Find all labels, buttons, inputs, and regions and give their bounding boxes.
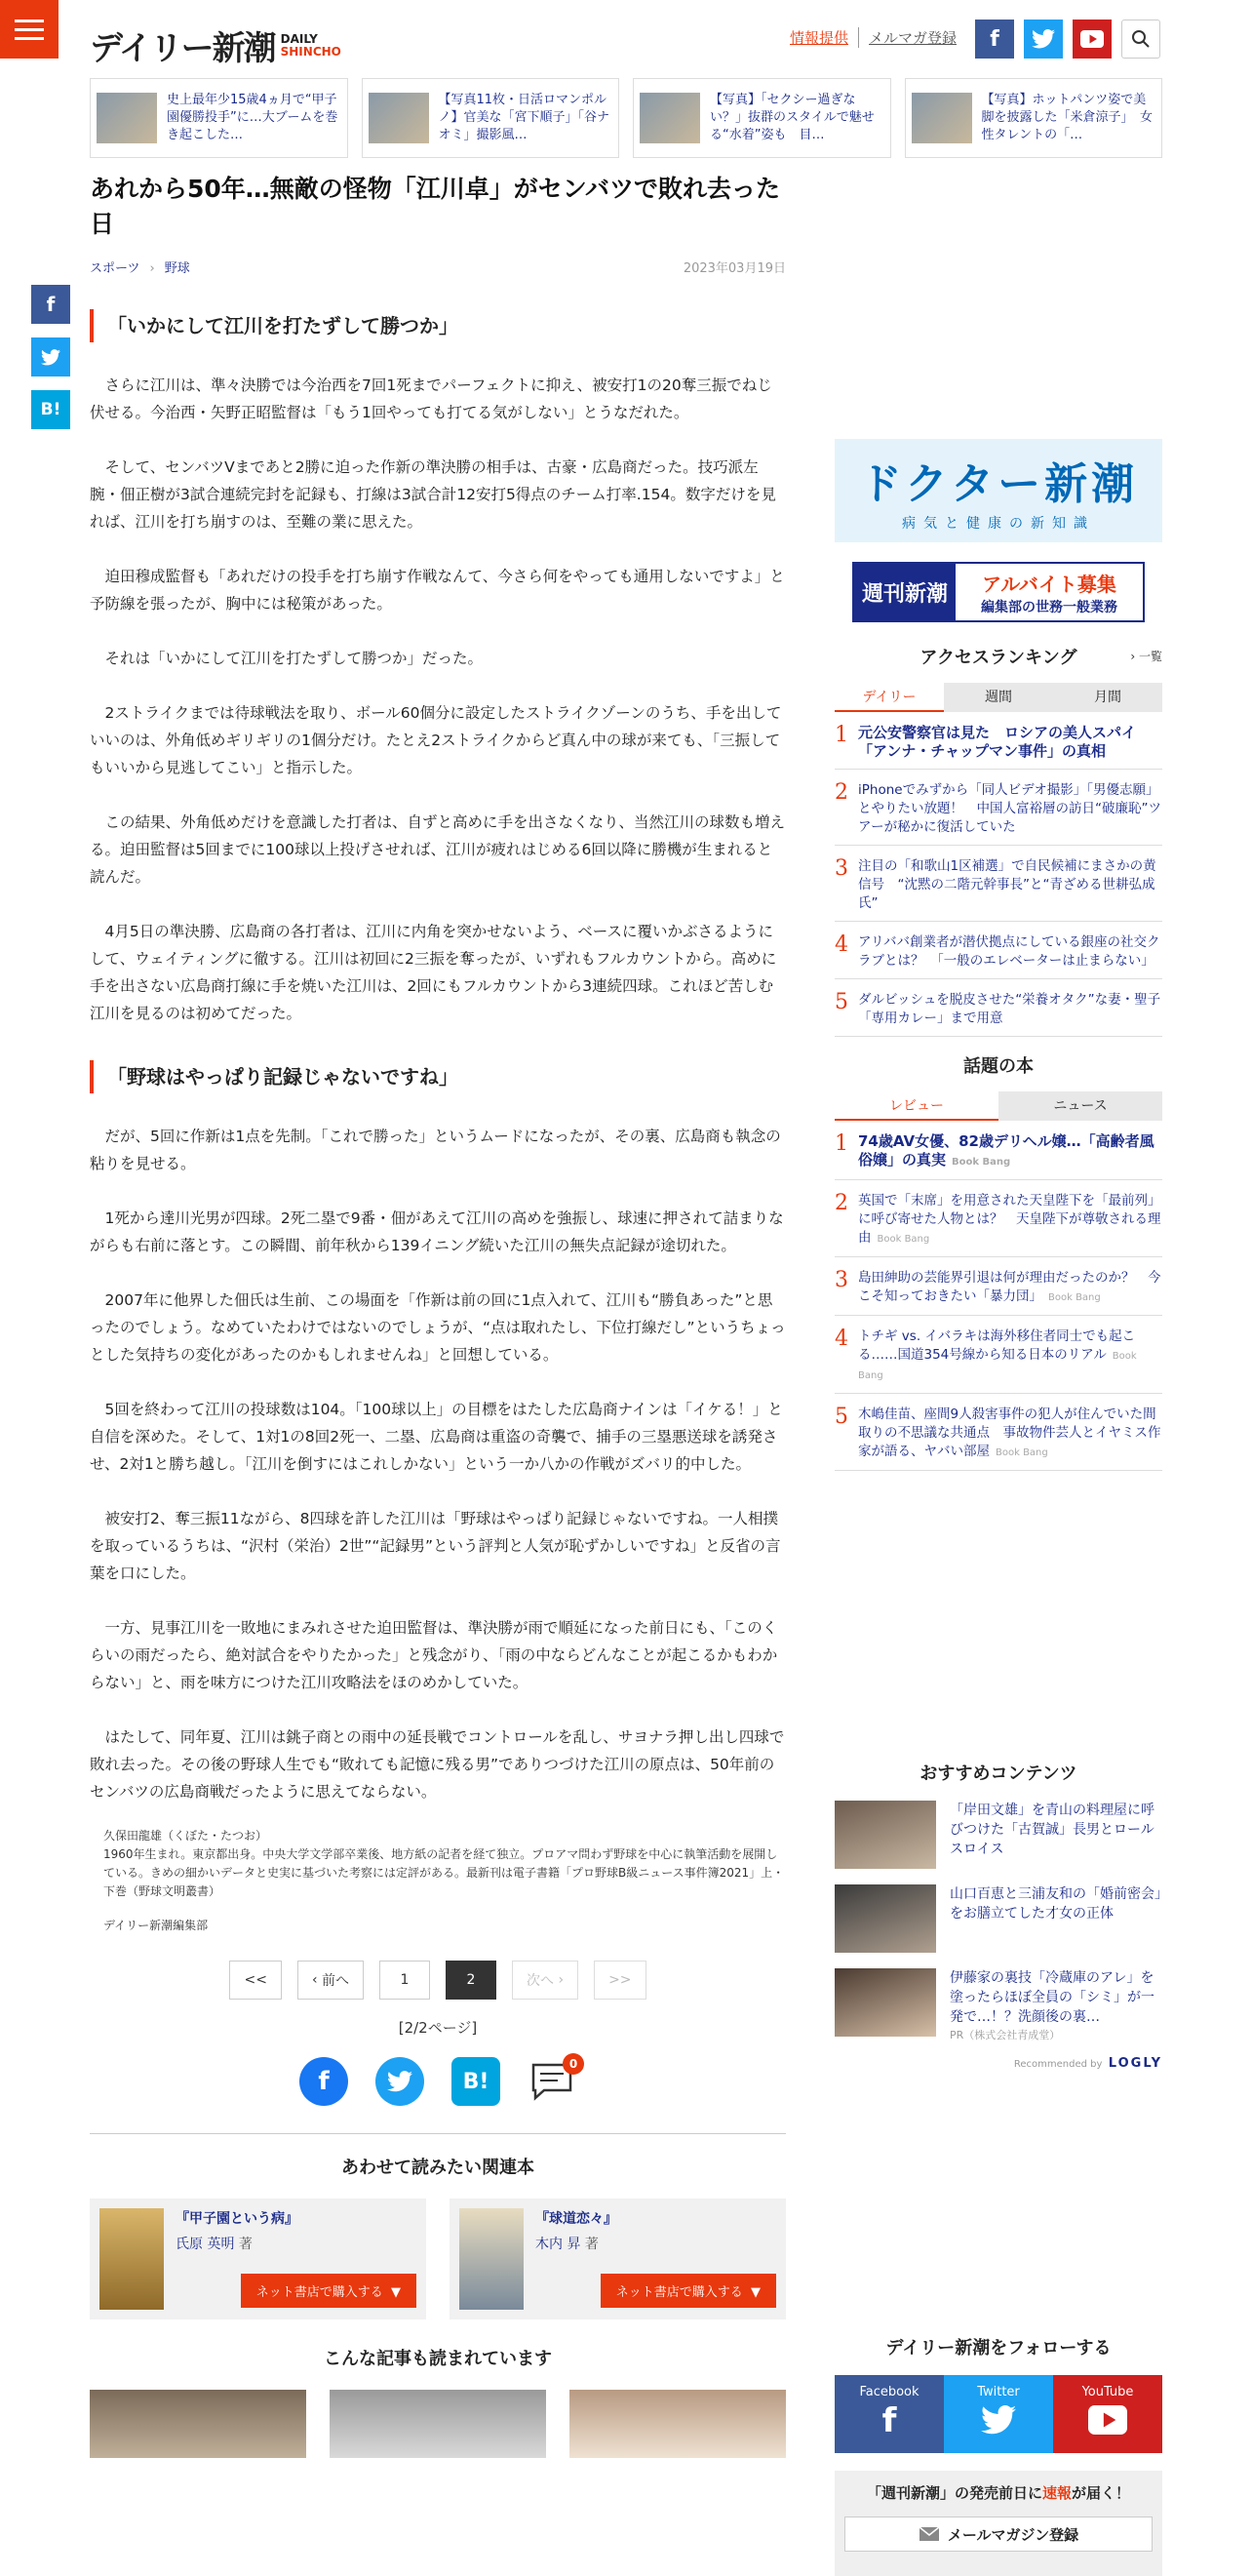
twitter-icon xyxy=(981,2405,1016,2435)
recommended-item[interactable] xyxy=(835,1968,1162,2042)
recommended-text: 「岸田文雄」を青山の料理屋に呼びつけた「古賀誠」長男とロールスロイス xyxy=(950,1803,1154,1857)
paragraph: 2007年に他界した佃氏は生前、この場面を「作新は前の回に1点入れて、江川も“勝負あった”と思ったのでしょう。なめていたわけではないのでしょうが、“点は取れたし、下位打線だし”というちょっとした気持ちの変化があったのかもしれませんね」と回想している。 xyxy=(90,1291,786,1364)
book-source: Book Bang xyxy=(996,1447,1048,1458)
ad-space xyxy=(835,2071,1162,2334)
book-author-name: 木内 昇 xyxy=(535,2237,581,2252)
ranking-item[interactable] xyxy=(835,979,1174,1037)
book-item[interactable] xyxy=(835,1394,1162,1471)
book-author-suffix: 著 xyxy=(584,2237,599,2252)
story-thumbnail xyxy=(640,93,700,143)
rank-number: 1 xyxy=(835,723,848,747)
banner-headline: アルバイト募集 xyxy=(982,572,1116,596)
ranking-header xyxy=(835,644,1162,669)
book-source: Book Bang xyxy=(877,1234,930,1245)
ranking-item[interactable] xyxy=(835,770,1162,846)
paragraph: そして、センバツVまであと2勝に迫った作新の準決勝の相手は、古豪・広島商だった。技巧派左腕・佃正樹が3試合連続完封を記録も、打線は3試合計12安打5得点のチーム打率.154。数字だけを見れば、江川を打ち崩すのは、至難の業に思えた。 xyxy=(90,458,776,531)
breadcrumb-sports[interactable]: スポーツ xyxy=(90,261,140,276)
ranking-title: アクセスランキング xyxy=(919,648,1077,668)
book-author-name: 氏原 英明 xyxy=(176,2237,235,2252)
logo-text: デイリー新潮 xyxy=(90,29,275,68)
chevron-left-icon: ‹ xyxy=(311,1972,322,1988)
follow-youtube[interactable] xyxy=(1053,2375,1162,2453)
book-card xyxy=(450,2199,786,2319)
comment-count: 0 xyxy=(563,2053,584,2075)
banner-sub: 病気と健康の新知識 xyxy=(902,516,1095,532)
banner-left: 週刊新潮 xyxy=(854,564,956,620)
share-buttons xyxy=(90,2057,786,2106)
tab-daily[interactable]: デイリー xyxy=(835,683,944,712)
follow-facebook[interactable] xyxy=(835,2375,944,2453)
first-page-button[interactable]: << xyxy=(229,1961,281,2000)
facebook-icon[interactable]: f xyxy=(975,20,1014,59)
recommended-item[interactable] xyxy=(835,1801,1162,1869)
book-source: Book Bang xyxy=(858,1351,1137,1381)
book-author xyxy=(535,2234,617,2253)
follow-twitter[interactable] xyxy=(944,2375,1053,2453)
related-books-title: あわせて読みたい関連本 xyxy=(341,2158,534,2178)
pagination xyxy=(90,1961,786,2000)
tip-link[interactable]: 情報提供 xyxy=(790,29,849,47)
story-title: 史上最年少15歳4ヵ月で“甲子園優勝投手”に…大ブームを巻き起こした… xyxy=(167,93,338,142)
book-card xyxy=(90,2199,426,2319)
next-page-button xyxy=(512,1961,578,2000)
newsletter-signup-button[interactable] xyxy=(844,2517,1153,2552)
facebook-icon: f xyxy=(881,2401,897,2440)
newsletter-pre: 「週刊新潮」の発売前日に xyxy=(866,2484,1042,2502)
author-profile xyxy=(90,1827,786,1935)
prev-label: 前へ xyxy=(322,1973,349,1989)
recommended-item[interactable] xyxy=(835,1884,1162,1953)
mail-icon xyxy=(919,2526,940,2542)
recruit-banner[interactable] xyxy=(852,562,1145,622)
left-share-bar xyxy=(31,285,70,429)
author-bio: 1960年生まれ。東京都出身。中央大学文学部卒業後、地方紙の記者を経て独立。プロアマ問わず野球を中心に執筆活動を展開している。きめの細かいデータと史実に基づいた考察には定評がある。最新刊は電子書籍「プロ野球B級ニュース事件簿2021」上・下巻（野球文明叢書） xyxy=(103,1847,785,1898)
book-item[interactable] xyxy=(835,1257,1162,1316)
author-name: 久保田龍雄（くぼた・たつお） xyxy=(103,1829,268,1843)
breadcrumb-baseball[interactable]: 野球 xyxy=(164,261,190,276)
rank-title: 注目の「和歌山1区補選」で自民候補にまさかの黄信号 “沈黙の二階元幹事長”と“青ざめる世耕弘成氏” xyxy=(858,858,1156,911)
rank-title: アリババ創業者が潜伏拠点にしている銀座の社交クラブとは？ 「一般のエレベーターは止まらない」 xyxy=(858,934,1160,969)
story-title: 【写真11枚・日活ロマンポルノ】官美な「宮下順子」「谷ナオミ」撮影風… xyxy=(438,93,610,142)
twitter-share-button[interactable] xyxy=(375,2057,424,2106)
books-title: 話題の本 xyxy=(963,1056,1034,1077)
follow-buttons xyxy=(835,2375,1162,2453)
paragraph: 一方、見事江川を一敗地にまみれさせた迫田監督は、準決勝が雨で順延になった前日にも、「このくらいの雨だったら、絶対試合をやりたかった」と残念がり、「雨の中ならどんなことが起こるかもわからない」と、雨を味方につけた江川攻略法をほのめかしていた。 xyxy=(90,1619,778,1691)
buy-label: ネット書店で購入する xyxy=(255,2285,383,2300)
book-cover[interactable] xyxy=(99,2208,164,2310)
recommended-text: 伊藤家の裏技「冷蔵庫のアレ」を塗ったらほぼ全員の「シミ」が一発で…！？洗顔後の裏… xyxy=(950,1970,1154,2025)
twitter-icon[interactable] xyxy=(1024,20,1063,59)
rank-number: 2 xyxy=(835,1191,848,1215)
book-title: 英国で「末席」を用意された天皇陛下を「最前列」に呼び寄せた人物とは？ 天皇陛下が尊敬される理由 xyxy=(858,1193,1161,1246)
logly-prefix: Recommended by xyxy=(1013,2059,1103,2070)
newsletter-box xyxy=(835,2471,1162,2576)
story-thumbnail xyxy=(912,93,972,143)
next-label: 次へ xyxy=(527,1973,554,1989)
article-date: 2023年03月19日 xyxy=(683,261,786,276)
header-links xyxy=(780,27,966,48)
top-story[interactable] xyxy=(90,78,348,158)
follow-title: デイリー新潮をフォローする xyxy=(885,2338,1112,2358)
last-page-button: >> xyxy=(594,1961,646,2000)
more-article-thumbnail[interactable] xyxy=(330,2390,546,2458)
recommended-thumbnail xyxy=(835,1801,936,1869)
ranking-item[interactable] xyxy=(835,846,1162,922)
more-articles xyxy=(90,2390,786,2458)
paragraph: だが、5回に作新は1点を先制。「これで勝った」というムードになったが、その裏、広島商も執念の粘りを見せる。 xyxy=(90,1128,781,1172)
more-articles-title: こんな記事も読まれています xyxy=(324,2349,552,2369)
rank-number: 5 xyxy=(835,990,848,1014)
header-social xyxy=(975,20,1160,59)
books-tabs xyxy=(835,1091,1162,1121)
rank-number: 3 xyxy=(835,856,848,881)
rank-title: 元公安警察官は見た ロシアの美人スパイ「アンナ・チャップマン事件」の真相 xyxy=(858,724,1137,760)
ad-space xyxy=(835,1471,1162,1715)
newsletter-highlight: 速報 xyxy=(1041,2484,1072,2502)
story-thumbnail xyxy=(97,93,157,143)
rank-title: ダルビッシュを脱皮させた“栄養オタク”な妻・聖子 「専用カレー」まで用意 xyxy=(858,992,1174,1026)
paragraph: 迫田穆成監督も「あれだけの投手を打ち崩す作戦なんて、今さら何をやっても通用しないですよ」と予防線を張ったが、胸中には秘策があった。 xyxy=(90,568,785,613)
banner-detail: 編集部の世務一般業務 xyxy=(981,599,1117,615)
hatena-share-icon[interactable]: B! xyxy=(31,390,70,429)
article xyxy=(90,172,786,2458)
top-story[interactable] xyxy=(362,78,620,158)
recommended-text: 山口百恵と三浦友和の「婚前密会」をお膳立てした才女の正体 xyxy=(950,1886,1161,1922)
caret-down-icon: ▼ xyxy=(742,2285,761,2300)
section-heading: 「野球はやっぱり記録じゃないですね」 xyxy=(90,1060,786,1093)
youtube-icon xyxy=(1088,2405,1127,2435)
rank-number: 4 xyxy=(835,932,848,957)
tab-news[interactable]: ニュース xyxy=(998,1091,1162,1121)
twitter-share-icon[interactable] xyxy=(31,337,70,376)
logo-en-daily: DAILY xyxy=(280,31,318,46)
paragraph: この結果、外角低めだけを意識した打者は、自ずと高めに手を出さなくなり、当然江川の球数も増える。迫田監督は5回までに100球以上投げさせれば、江川が疲れはじめる6回以降に勝機が生まれると読んだ。 xyxy=(90,813,786,886)
recommended-thumbnail xyxy=(835,1884,936,1953)
rank-number: 4 xyxy=(835,1327,848,1351)
page-2-button[interactable]: 2 xyxy=(446,1961,496,2000)
related-books xyxy=(90,2199,786,2319)
paragraph: はたして、同年夏、江川は銚子商との雨中の延長戦でコントロールを乱し、サヨナラ押し出し四球で敗れ去った。その後の野球人生でも“敗れても記憶に残る男”でありつづけた江川の原点は、50年前のセンバツの広島商戦だったように思えてならない。 xyxy=(90,1728,785,1801)
menu-button[interactable] xyxy=(0,0,59,59)
tab-monthly[interactable]: 月間 xyxy=(1053,683,1162,712)
follow-label: YouTube xyxy=(1081,2385,1134,2399)
paragraph: それは「いかにして江川を打たずして勝つか」だった。 xyxy=(104,650,484,667)
logly-credit xyxy=(835,2056,1162,2071)
recommended-title: おすすめコンテンツ xyxy=(919,1764,1077,1784)
book-cover[interactable] xyxy=(459,2208,524,2310)
facebook-share-button[interactable]: f xyxy=(299,2057,348,2106)
paragraph: 5回を終わって江川の投球数は104。「100球以上」の目標をはたした広島商ナインは「イケる！」と自信を深めた。そして、1対1の8回2死一、二塁、広島商は重盗の奇襲で、捕手の三塁悪送球を誘発させ、2対1と勝ち越し。「江川を倒すにはこれしかない」という一か八かの作戦がズバリ的中した。 xyxy=(90,1401,783,1473)
ranking-more-label: 一覧 xyxy=(1138,650,1162,663)
more-article-thumbnail[interactable] xyxy=(569,2390,786,2458)
caret-down-icon: ▼ xyxy=(382,2285,401,2300)
book-item[interactable] xyxy=(835,1316,1162,1394)
story-title: 【写真】「セクシー過ぎない？」抜群のスタイルで魅せる“水着”姿も 目… xyxy=(710,93,875,142)
ranking-item[interactable] xyxy=(835,712,1162,770)
book-source: Book Bang xyxy=(1048,1292,1101,1303)
rank-title: iPhoneでみずから「同人ビデオ撮影」「男優志願」とやりたい放題！ 中国人富裕層の訪日“破廉恥”ツアーが秘かに復活していた xyxy=(858,782,1161,835)
rank-number: 5 xyxy=(835,1405,848,1429)
divider xyxy=(90,2133,786,2134)
facebook-share-icon[interactable]: f xyxy=(31,285,70,324)
book-author-suffix: 著 xyxy=(238,2237,253,2252)
editor-credit: デイリー新潮編集部 xyxy=(103,1919,209,1932)
book-title: 74歳AV女優、82歳デリヘル嬢…「高齢者風俗嬢」の真実 xyxy=(858,1132,1154,1169)
tab-weekly[interactable]: 週間 xyxy=(944,683,1053,712)
site-logo[interactable] xyxy=(90,21,341,69)
hatena-share-button[interactable]: B! xyxy=(451,2057,500,2106)
book-title[interactable]: 『球道恋々』 xyxy=(535,2211,617,2227)
newsletter-link[interactable]: メルマガ登録 xyxy=(858,27,966,48)
youtube-icon[interactable] xyxy=(1073,20,1112,59)
rank-number: 3 xyxy=(835,1268,848,1292)
buy-label: ネット書店で購入する xyxy=(615,2285,743,2300)
book-title: 島田紳助の芸能界引退は何が理由だったのか？ 今こそ知っておきたい「暴力団」 xyxy=(858,1270,1161,1304)
book-title: トチギ vs. イバラキは海外移住者同士でも起こる……国道354号線から知る日本のリアル xyxy=(858,1328,1136,1363)
banner-main: ドクター新潮 xyxy=(858,459,1139,509)
top-stories xyxy=(90,78,1162,158)
ranking-more-link[interactable] xyxy=(1130,648,1162,664)
paragraph: 被安打2、奪三振11ながら、8四球を許した江川は「野球はやっぱり記録じゃないですね。一人相撲を取っているうちは、“沢村（栄治）2世”“記録男”という評判と人気が恥ずかしいですね」と反省の言葉を口にした。 xyxy=(90,1510,781,1582)
book-item[interactable] xyxy=(835,1121,1162,1180)
paragraph: 4月5日の準決勝、広島商の各打者は、江川に内角を突かせないよう、ベースに覆いかぶさるようにして、ウェイティングに徹する。江川は初回に2三振を奪ったが、いずれもフルカウントから。高めに手を出さない広島商打線に手を焼いた江川は、2回にもフルカウントから3連続四球。これほど苦しむ江川を見るのは初めてだった。 xyxy=(90,923,777,1022)
top-story[interactable] xyxy=(633,78,891,158)
paragraph: さらに江川は、準々決勝では今治西を7回1死までパーフェクトに抑え、被安打1の20奪三振でねじ伏せる。今治西・矢野正昭監督は「もう1回やっても打てる気がしない」とうなだれた。 xyxy=(90,376,772,421)
newsletter-text xyxy=(844,2482,1153,2503)
breadcrumb xyxy=(90,258,786,276)
chevron-right-icon: › xyxy=(149,261,155,276)
section-heading: 「いかにして江川を打たずして勝つか」 xyxy=(90,309,786,342)
more-article-thumbnail[interactable] xyxy=(90,2390,306,2458)
book-title[interactable]: 『甲子園という病』 xyxy=(176,2211,298,2227)
prev-page-button[interactable] xyxy=(297,1961,364,2000)
paragraph: 2ストライクまでは待球戦法を取り、ボール60個分に設定したストライクゾーンのうち、手を出していいのは、外角低めギリギリの1個分だけ。たとえ2ストライクからど真ん中の球が来ても、「三振してもいいから見逃してこい」と指示した。 xyxy=(90,704,782,776)
top-story[interactable] xyxy=(905,78,1163,158)
follow-label: Facebook xyxy=(859,2385,919,2399)
doctor-shincho-banner[interactable] xyxy=(835,439,1162,542)
rank-number: 1 xyxy=(835,1131,848,1156)
page-info: [2/2ページ] xyxy=(398,2019,478,2037)
ranking-tabs xyxy=(835,683,1162,712)
buy-book-button[interactable] xyxy=(601,2274,776,2308)
buy-book-button[interactable] xyxy=(241,2274,416,2308)
ranking-item[interactable] xyxy=(835,922,1162,979)
logo-en xyxy=(281,33,341,59)
rank-number: 2 xyxy=(835,780,848,805)
story-title: 【写真】ホットパンツ姿で美脚を披露した「米倉涼子」 女性タレントの「… xyxy=(981,93,1154,142)
book-item[interactable] xyxy=(835,1180,1162,1257)
search-icon[interactable] xyxy=(1121,20,1160,59)
comment-button[interactable] xyxy=(528,2057,576,2106)
books-header xyxy=(835,1052,1162,1078)
sidebar xyxy=(835,439,1174,2576)
story-thumbnail xyxy=(369,93,429,143)
paragraph: 1死から達川光男が四球。2死二塁で9番・佃があえて江川の高めを強振し、球速に押されて詰まりながらも右前に落とす。この瞬間、前年秋から139イニング続いた江川の無失点記録が途切れた。 xyxy=(90,1209,784,1254)
pr-label: PR（株式会社青成堂） xyxy=(950,2029,1061,2041)
logly-name: LOGLY xyxy=(1108,2056,1162,2071)
chevron-right-icon: › xyxy=(1130,650,1139,663)
newsletter-post: が届く！ xyxy=(1072,2484,1131,2502)
page-1-button[interactable]: 1 xyxy=(379,1961,430,2000)
newsletter-signup-label: メールマガジン登録 xyxy=(947,2525,1079,2544)
book-title: 木嶋佳苗、座間9人殺害事件の犯人が住んでいた間取りの不思議な共通点 事故物件芸人とイヤミス作家が語る、ヤバい部屋 xyxy=(858,1407,1161,1459)
chevron-right-icon: › xyxy=(554,1972,565,1988)
follow-label: Twitter xyxy=(977,2385,1020,2399)
recommended-thumbnail xyxy=(835,1968,936,2037)
article-title: あれから50年…無敵の怪物「江川卓」がセンバツで敗れ去った日 xyxy=(90,175,781,238)
tab-review[interactable]: レビュー xyxy=(835,1091,998,1121)
book-source: Book Bang xyxy=(952,1157,1011,1168)
book-author xyxy=(176,2234,298,2253)
logo-en-shincho: SHINCHO xyxy=(280,44,341,59)
